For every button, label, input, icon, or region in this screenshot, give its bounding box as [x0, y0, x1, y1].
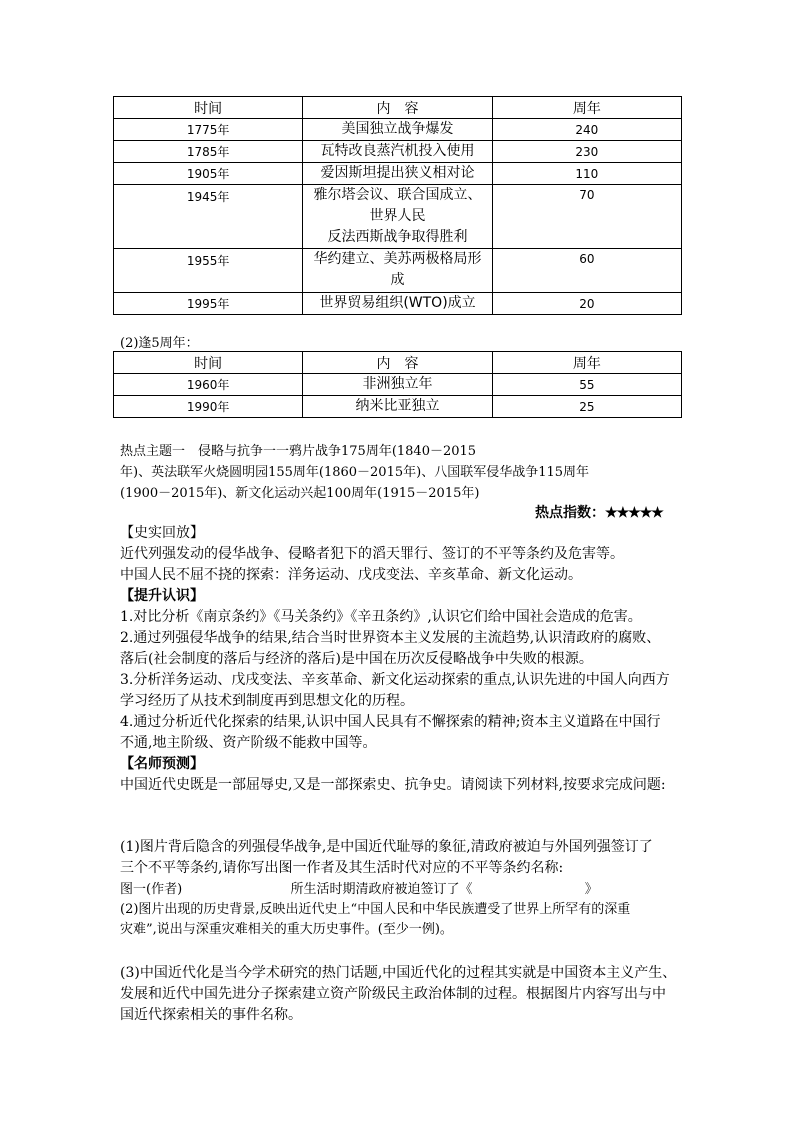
cell-content-line: 华约建立、美苏两极格局形: [313, 251, 482, 267]
table-row: [114, 293, 682, 315]
table-row: [114, 374, 682, 396]
improve-heading: 【提升认识】: [120, 588, 204, 604]
question-1-line: 三个不平等条约,请你写出图一作者及其生活时代对应的不平等条约名称:: [120, 860, 564, 876]
cell-time: 1990年: [114, 396, 303, 418]
theme-line-1: 热点主题一 侵略与抗争一一鸦片战争175周年(1840－2015: [120, 444, 477, 459]
table-row: [114, 249, 682, 293]
header-content: 内 容: [303, 352, 492, 374]
cell-content-line: 成: [390, 272, 405, 288]
star-icon: ★: [628, 505, 640, 521]
question-1-line: (1)图片背后隐含的列强侵华战争,是中国近代耻辱的象征,清政府被迫与外国列强签订了: [120, 839, 653, 855]
header-years: 周年: [492, 97, 681, 119]
theme-line-3: (1900－2015年)、新文化运动兴起100周年(1915－2015年): [120, 486, 480, 501]
anniversary-table-5: [113, 351, 682, 418]
table-row: [114, 163, 682, 185]
star-icon: ★: [616, 505, 629, 521]
table-header-row: [114, 352, 682, 374]
cell-time: 1995年: [114, 293, 303, 315]
forecast-intro: 中国近代史既是一部屈辱史,又是一部探索史、抗争史。请阅读下列材料,按要求完成问题:: [120, 777, 666, 793]
table-row: [114, 119, 682, 141]
improve-line: 2.通过列强侵华战争的结果,结合当时世界资本主义发展的主流趋势,认识清政府的腐败、: [120, 630, 661, 646]
cell-time: 1945年: [114, 185, 303, 249]
cell-years: 240: [492, 119, 681, 141]
section-2-label: (2)逢5周年：: [120, 336, 199, 351]
cell-time: 1960年: [114, 374, 303, 396]
fill-treaty-label: 所生活时期清政府被迫签订了《: [290, 882, 473, 897]
cell-years: 20: [492, 293, 681, 315]
improve-line: 3.分析洋务运动、戊戌变法、辛亥革命、新文化运动探索的重点,认识先进的中国人向西方: [120, 672, 670, 688]
star-icon: ★: [639, 505, 652, 521]
hot-index: [535, 502, 663, 522]
header-years: 周年: [492, 352, 681, 374]
question-2-line: 灾难”,说出与深重灾难相关的重大历史事件。(至少一例)。: [120, 922, 453, 937]
cell-years: 60: [492, 249, 681, 293]
question-3-line: 国近代探索相关的事件名称。: [120, 1007, 302, 1023]
cell-years: 70: [492, 185, 681, 249]
review-line: 中国人民不屈不挠的探索：洋务运动、戊戌变法、辛亥革命、新文化运动。: [120, 567, 582, 583]
header-time: 时间: [114, 97, 303, 119]
cell-content: [303, 249, 492, 293]
cell-content: 瓦特改良蒸汽机投入使用: [303, 141, 492, 163]
cell-content: 纳米比亚独立: [303, 396, 492, 418]
cell-years: 25: [492, 396, 681, 418]
header-time: 时间: [114, 352, 303, 374]
cell-time: 1905年: [114, 163, 303, 185]
review-heading: 【史实回放】: [120, 525, 204, 541]
hot-index-label: 热点指数：: [535, 505, 605, 521]
cell-years: 110: [492, 163, 681, 185]
star-icon: ★: [605, 505, 617, 521]
question-2-line: (2)图片出现的历史背景,反映出近代史上“中国人民和中华民族遭受了世界上所罕有的深重: [120, 902, 631, 917]
table-row: [114, 141, 682, 163]
question-3-line: 发展和近代中国先进分子探索建立资产阶级民主政治体制的过程。根据图片内容写出与中: [120, 986, 666, 1002]
fill-author-label: 图一(作者): [120, 882, 183, 897]
cell-content: [303, 185, 492, 249]
cell-time: 1785年: [114, 141, 303, 163]
cell-content-line: 雅尔塔会议、联合国成立、: [313, 187, 482, 203]
improve-line: 4.通过分析近代化探索的结果,认识中国人民具有不懈探索的精神;资本主义道路在中国行: [120, 714, 661, 730]
question-3-line: (3)中国近代化是当今学术研究的热门话题,中国近代化的过程其实就是中国资本主义产生、: [120, 965, 677, 981]
forecast-heading: 【名师预测】: [120, 756, 204, 772]
cell-years: 55: [492, 374, 681, 396]
star-icon: ★: [651, 505, 663, 521]
fill-treaty-close: 》: [584, 882, 598, 897]
cell-content: 非洲独立年: [303, 374, 492, 396]
improve-line: 1.对比分析《南京条约》《马关条约》《辛丑条约》,认识它们给中国社会造成的危害。: [120, 609, 642, 625]
cell-time: 1955年: [114, 249, 303, 293]
header-content: 内 容: [303, 97, 492, 119]
improve-line: 学习经历了从技术到制度再到思想文化的历程。: [120, 693, 414, 709]
cell-years: 230: [492, 141, 681, 163]
cell-content-line: 反法西斯战争取得胜利: [327, 229, 468, 245]
improve-line: 落后(社会制度的落后与经济的落后)是中国在历次反侵略战争中失败的根源。: [120, 651, 593, 667]
table-row: [114, 396, 682, 418]
cell-content: 爱因斯坦提出狭义相对论: [303, 163, 492, 185]
theme-line-2: 年)、英法联军火烧圆明园155周年(1860－2015年)、八国联军侵华战争115周年: [120, 465, 590, 480]
cell-content: 世界贸易组织(WTO)成立: [303, 293, 492, 315]
review-line: 近代列强发动的侵华战争、侵略者犯下的滔天罪行、签订的不平等条约及危害等。: [120, 546, 624, 562]
anniversary-table-10: [113, 96, 682, 315]
table-row: [114, 185, 682, 249]
question-1-fill: [120, 878, 598, 897]
improve-line: 不通,地主阶级、资产阶级不能救中国等。: [120, 735, 377, 751]
table-header-row: [114, 97, 682, 119]
cell-content-line: 世界人民: [369, 208, 426, 224]
star-rating: [605, 505, 663, 521]
cell-content: 美国独立战争爆发: [303, 119, 492, 141]
cell-time: 1775年: [114, 119, 303, 141]
